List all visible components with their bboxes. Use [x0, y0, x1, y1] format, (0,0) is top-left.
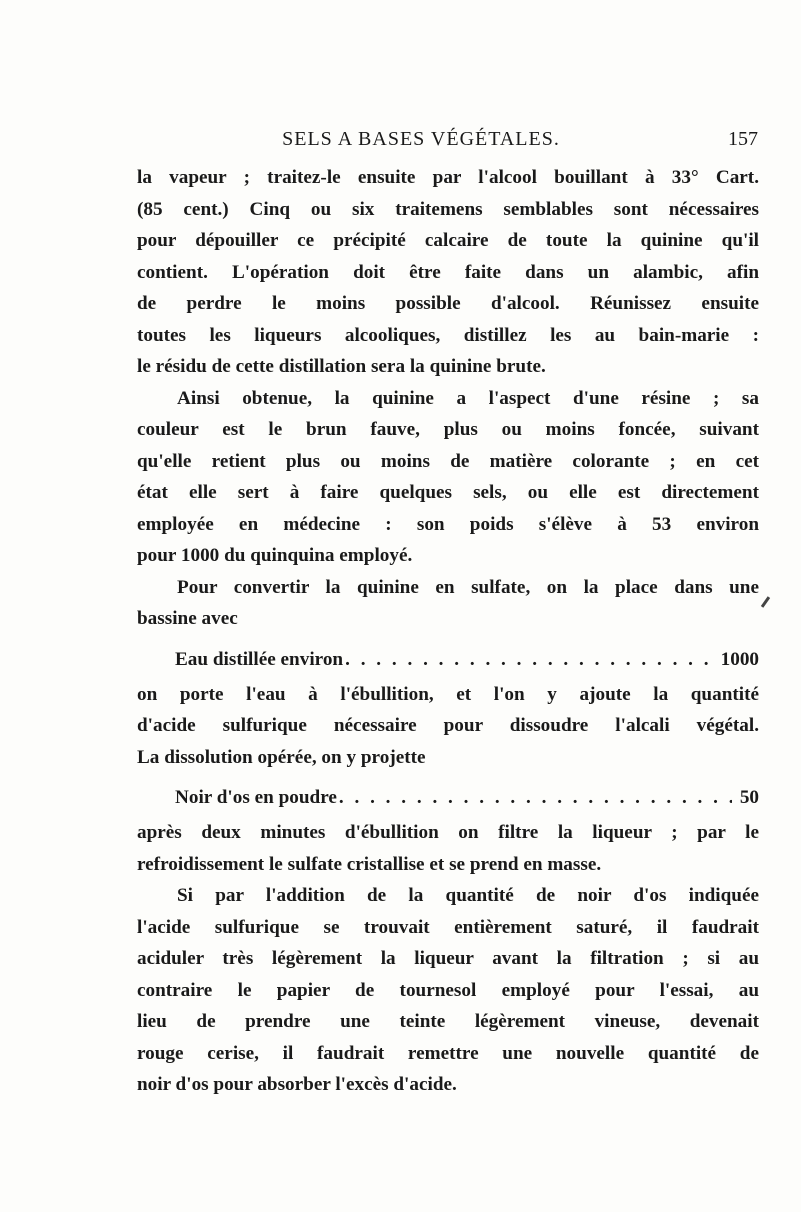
text-line: noir d'os pour absorber l'excès d'acide. [137, 1074, 457, 1095]
text-line: pour 1000 du quinquina employé. [137, 545, 413, 566]
text-line: aciduler très légèrement la liqueur avant la filtration ; si au [137, 948, 759, 969]
text-line: la vapeur ; traitez-le ensuite par l'alcool bouillant à 33° Cart. [137, 167, 759, 188]
text-line: La dissolution opérée, on y projette [137, 746, 426, 768]
text-line: Si par l'addition de la quantité de noir d'os indiquée [177, 885, 759, 906]
ink-speck [761, 596, 770, 608]
page-number: 157 [728, 128, 758, 150]
text-line: toutes les liqueurs alcooliques, distillez les au bain-marie : [137, 324, 759, 346]
text-line: on porte l'eau à l'ébullition, et l'on y ajoute la quantité [137, 683, 759, 705]
text-line: Ainsi obtenue, la quinine a l'aspect d'une résine ; sa [177, 387, 759, 409]
text-line: lieu de prendre une teinte légèrement vineuse, devenait [137, 1011, 759, 1032]
text-line: contient. L'opération doit être faite dans un alambic, afin [137, 261, 759, 283]
ingredient-label: Eau distillée environ [175, 648, 344, 670]
ingredient-quantity: 50 [739, 787, 759, 808]
ingredient-quantity: 1000 [720, 648, 759, 670]
text-line: Pour convertir la quinine en sulfate, on la place dans une [177, 576, 759, 598]
text-line: après deux minutes d'ébullition on filtre la liqueur ; par le [137, 822, 759, 843]
body-text [137, 162, 759, 1101]
text-line: d'acide sulfurique nécessaire pour dissoudre l'alcali végétal. [137, 715, 759, 736]
text-line: état elle sert à faire quelques sels, ou elle est directement [137, 482, 759, 503]
dot-leader [345, 641, 713, 679]
text-line: pour dépouiller ce précipité calcaire de toute la quinine qu'il [137, 230, 759, 251]
ingredient-line-water [137, 641, 759, 679]
text-line: refroidissement le sulfate cristallise et se prend en masse. [137, 853, 602, 875]
text-line: de perdre le moins possible d'alcool. Réunissez ensuite [137, 293, 759, 314]
text-line: l'acide sulfurique se trouvait entièrement saturé, il faudrait [137, 916, 759, 938]
text-line: qu'elle retient plus ou moins de matière colorante ; en cet [137, 450, 759, 472]
ingredient-line-bone-black [137, 779, 759, 817]
text-line: contraire le papier de tournesol employé pour l'essai, au [137, 979, 759, 1001]
running-title: SELS A BASES VÉGÉTALES. [282, 128, 560, 150]
running-header [186, 128, 758, 158]
text-line: le résidu de cette distillation sera la quinine brute. [137, 356, 546, 377]
text-line: (85 cent.) Cinq ou six traitemens semblables sont nécessaires [137, 198, 759, 220]
ingredient-label: Noir d'os en poudre [175, 787, 337, 808]
text-line: couleur est le brun fauve, plus ou moins foncée, suivant [137, 419, 759, 440]
text-line: employée en médecine : son poids s'élève à 53 environ [137, 513, 759, 535]
dot-leader [339, 779, 732, 817]
text-line: rouge cerise, il faudrait remettre une nouvelle quantité de [137, 1042, 759, 1064]
text-line: bassine avec [137, 608, 238, 629]
